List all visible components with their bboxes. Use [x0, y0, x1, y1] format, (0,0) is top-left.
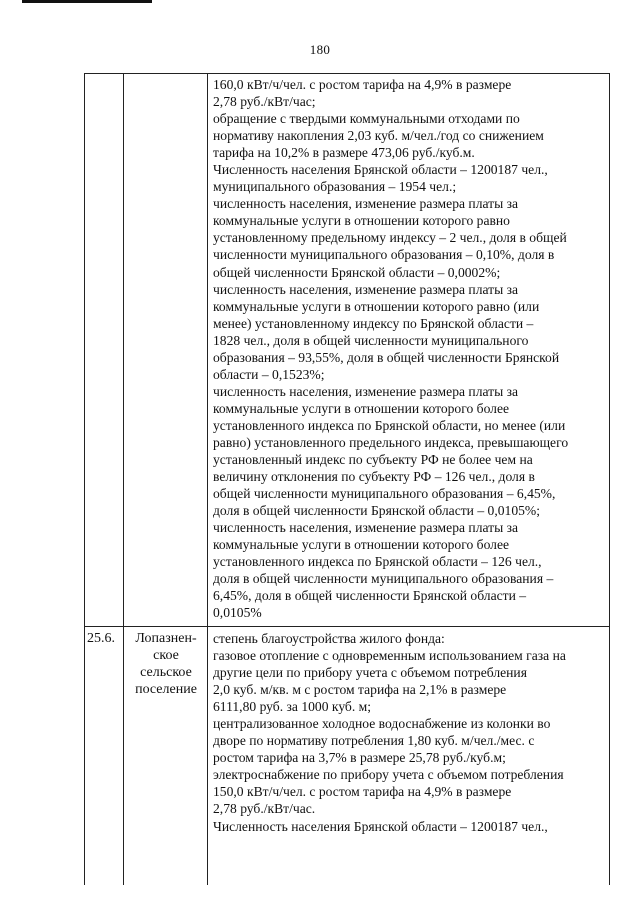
description-line: централизованное холодное водоснабжение из колонки во: [213, 716, 551, 732]
description-line: другие цели по прибору учета с объемом потребления: [213, 665, 527, 681]
description-line: 1828 чел., доля в общей численности муниципального: [213, 332, 529, 348]
description-line: образования – 93,55%, доля в общей численности Брянской: [213, 349, 560, 365]
description-line: нормативу накопления 2,03 куб. м/чел./год со снижением: [213, 128, 544, 144]
name-line: сельское: [140, 665, 192, 681]
description-line: менее) установленному индексу по Брянской области –: [213, 315, 534, 331]
column-divider: [207, 74, 208, 885]
description-line: коммунальные услуги в отношении которого равно (или: [213, 298, 540, 314]
description-line: установленному предельному индексу – 2 чел., доля в общей: [213, 230, 567, 246]
description-line: коммунальные услуги в отношении которого равно: [213, 213, 510, 229]
description-line: 150,0 кВт/ч/чел. с ростом тарифа на 4,9% в размере: [213, 784, 512, 800]
description-line: 0,0105%: [213, 605, 262, 621]
name-line: поселение: [135, 682, 197, 698]
description-line: численности муниципального образования – 0,10%, доля в: [213, 247, 555, 263]
row-2-name: [129, 631, 203, 699]
description-line: тарифа на 10,2% в размере 473,06 руб./куб.м.: [213, 145, 475, 161]
description-line: доля в общей численности Брянской области – 0,0105%;: [213, 503, 541, 519]
name-line: Лопазнен-: [135, 631, 197, 646]
description-line: Численность населения Брянской области – 1200187 чел.,: [213, 818, 548, 834]
description-line: 6,45%, доля в общей численности Брянской области –: [213, 588, 527, 604]
description-line: численность населения, изменение размера платы за: [213, 196, 519, 212]
description-line: общей численности Брянской области – 0,0002%;: [213, 264, 501, 280]
description-line: 2,78 руб./кВт/час.: [213, 801, 316, 817]
description-line: ростом тарифа на 3,7% в размере 25,78 руб./куб.м;: [213, 750, 506, 766]
row-2-description: [213, 630, 605, 835]
page-number: 180: [309, 42, 331, 57]
description-line: установленный индекс по субъекту РФ не более чем на: [213, 452, 533, 468]
description-line: общей численности муниципального образования – 6,45%,: [213, 486, 556, 502]
description-line: 2,78 руб./кВт/час;: [213, 94, 316, 110]
description-line: численность населения, изменение размера платы за: [213, 281, 519, 297]
description-line: муниципального образования – 1954 чел.;: [213, 179, 457, 195]
description-line: численность населения, изменение размера платы за: [213, 383, 519, 399]
description-line: 6111,80 руб. за 1000 куб. м;: [213, 699, 372, 715]
row-2-number: 25.6.: [87, 631, 115, 646]
description-line: величину отклонения по субъекту РФ – 126 чел., доля в: [213, 469, 535, 485]
description-line: 2,0 куб. м/кв. м с ростом тарифа на 2,1% в размере: [213, 682, 507, 698]
description-line: Численность населения Брянской области – 1200187 чел.,: [213, 162, 548, 178]
description-line: равно) установленного предельного индекса, превышающего: [213, 434, 569, 450]
column-divider: [123, 74, 124, 885]
row-1-description: [213, 76, 605, 622]
description-line: численность населения, изменение размера платы за: [213, 520, 519, 536]
description-line: доля в общей численности муниципального образования –: [213, 571, 554, 587]
description-line: дворе по нормативу потребления 1,80 куб. м/чел./мес. с: [213, 733, 535, 749]
description-line: степень благоустройства жилого фонда:: [213, 631, 445, 646]
description-line: обращение с твердыми коммунальными отходами по: [213, 111, 520, 127]
description-line: коммунальные услуги в отношении которого более: [213, 400, 510, 416]
description-line: установленного индекса по Брянской области, но менее (или: [213, 417, 566, 433]
row-divider: [85, 626, 609, 627]
name-line: ское: [153, 648, 179, 664]
description-line: области – 0,1523%;: [213, 366, 325, 382]
document-table: [84, 73, 610, 885]
top-rule: [22, 0, 152, 3]
description-line: установленного индекса по Брянской области – 126 чел.,: [213, 554, 542, 570]
description-line: коммунальные услуги в отношении которого более: [213, 537, 510, 553]
description-line: газовое отопление с одновременным использованием газа на: [213, 648, 566, 664]
description-line: 160,0 кВт/ч/чел. с ростом тарифа на 4,9% в размере: [213, 77, 512, 92]
description-line: электроснабжение по прибору учета с объемом потребления: [213, 767, 564, 783]
